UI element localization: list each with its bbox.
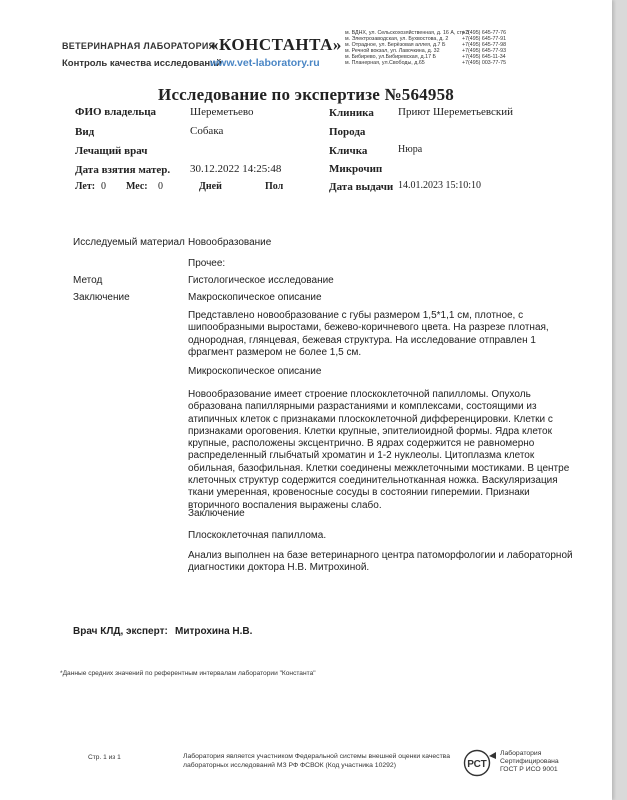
phone-line: +7(495) 645-77-93 bbox=[462, 48, 507, 55]
address-line: м. Планерная, ул.Свободы, д.65 bbox=[345, 60, 425, 67]
certification-text: Лаборатория Сертифицирована ГОСТ Р ИСО 9001 bbox=[500, 750, 559, 773]
breed-label: Порода bbox=[329, 126, 366, 138]
other-label: Прочее: bbox=[188, 258, 226, 269]
footnote: *Данные средних значений по референтным интервалам лаборатории "Константа" bbox=[60, 670, 316, 677]
method-value: Гистологическое исследование bbox=[188, 275, 334, 286]
lab-note: Анализ выполнен на базе ветеринарного центра патоморфологии и лабораторной диагностики доктора Н.В. Митрохиной. bbox=[188, 550, 573, 574]
owner-label: ФИО владельца bbox=[75, 106, 157, 118]
signature-name: Митрохина Н.В. bbox=[175, 626, 253, 637]
species-label: Вид bbox=[75, 126, 95, 138]
months-value: 0 bbox=[158, 181, 163, 192]
address-line: м. Электрозаводская, ул. Бухвостова, д. 2 bbox=[345, 36, 449, 43]
lab-title: ВЕТЕРИНАРНАЯ ЛАБОРАТОРИЯ bbox=[62, 41, 216, 51]
doctor-label: Лечащий врач bbox=[75, 145, 148, 157]
certification-logo-icon bbox=[462, 748, 498, 778]
participation-text: Лаборатория является участником Федеральной системы внешней оценки качества лабораторных исследований МЗ РФ ФСВОК (Код участника 10292) bbox=[183, 753, 450, 769]
cert-logo-text: РСТ bbox=[467, 759, 487, 770]
phone-line: +7(495) 645-77-76 bbox=[462, 30, 507, 36]
years-value: 0 bbox=[101, 181, 106, 192]
lab-subtitle: Контроль качества исследований bbox=[62, 58, 222, 69]
nickname-value: Нюра bbox=[398, 144, 423, 155]
owner-value: Шереметьево bbox=[190, 106, 254, 118]
issue-date-label: Дата выдачи bbox=[329, 181, 394, 193]
material-label: Исследуемый материал bbox=[73, 237, 185, 248]
macro-text: Представлено новообразование с губы размером 1,5*1,1 см, плотное, с шипообразными выростами, бежево-коричневого цвета. На разрезе плотная, однородная, глянцевая, бежевая структура. На исследование отправлен 1 фрагмент размером не более 1,5 см. bbox=[188, 310, 549, 358]
conclusion-label: Заключение bbox=[73, 292, 130, 303]
sex-label: Пол bbox=[265, 181, 284, 192]
nickname-label: Кличка bbox=[329, 145, 368, 157]
microchip-label: Микрочип bbox=[329, 163, 383, 175]
macro-title: Макроскопическое описание bbox=[188, 292, 322, 303]
date-taken-label: Дата взятия матер. bbox=[75, 164, 171, 176]
micro-title: Микроскопическое описание bbox=[188, 366, 322, 377]
lab-phones bbox=[462, 30, 542, 67]
micro-text: Новообразование имеет строение плоскоклеточной папилломы. Опухоль образована папиллярными разрастаниями и комплексами, состоящими из атипичных клеток с признаками плоскоклеточной дифференцировки. Клетки с признаками ороговения. Клетки крупные, эпителиоидной формы. Ядра клеток крупные, расположены эксцентрично. В ядрах содержится не равномерно распределенный глыбчатый хроматин и 1-2 нуклеолы. Цитоплазма клеток обильная, базофильная. Клетки соединены межклеточными мостиками. В центре клеточных структур содержится соединительнотканная ножка. Васкуляризация ткани умеренная, кровеносные сосуды в состоянии гиперемии. Признаки вторичного воспаления выражены слабо. bbox=[188, 389, 570, 511]
issue-date-value: 14.01.2023 15:10:10 bbox=[398, 180, 482, 191]
address-line: м. Отрадное, ул. Берёзовая аллея, д.7 Б bbox=[345, 42, 446, 49]
days-label: Дней bbox=[199, 181, 222, 192]
method-label: Метод bbox=[73, 275, 103, 286]
lab-name: «КОНСТАНТА» bbox=[210, 35, 342, 54]
species-value: Собака bbox=[190, 125, 224, 137]
signature-label: Врач КЛД, эксперт: bbox=[73, 626, 168, 637]
date-taken-value: 30.12.2022 14:25:48 bbox=[190, 163, 282, 175]
clinic-value: Приют Шереметьевский bbox=[398, 106, 514, 118]
months-label: Мес: bbox=[126, 181, 148, 192]
lab-website-link[interactable]: www.vet-laboratory.ru bbox=[210, 57, 320, 69]
address-line: м. Бибирево, ул.Бибиревская, д.17 Б bbox=[345, 54, 436, 61]
final-text: Плоскоклеточная папиллома. bbox=[188, 530, 327, 541]
address-line: м. Речной вокзал, ул. Лавочкина, д. 32 bbox=[345, 48, 440, 55]
phone-line: +7(495) 645-77-91 bbox=[462, 36, 507, 43]
material-value: Новообразование bbox=[188, 237, 272, 248]
clinic-label: Клиника bbox=[329, 107, 374, 119]
address-line: м. ВДНХ, ул. Сельскохозяйственная, д. 16 А, стр.3 bbox=[345, 30, 470, 36]
phone-line: +7(495) 003-77-75 bbox=[462, 60, 507, 67]
years-label: Лет: bbox=[75, 181, 96, 192]
final-title: Заключение bbox=[188, 508, 245, 519]
page-number: Стр. 1 из 1 bbox=[88, 754, 121, 761]
study-title: Исследование по экспертизе №564958 bbox=[158, 85, 454, 104]
phone-line: +7(495) 645-11-34 bbox=[462, 54, 506, 61]
phone-line: +7(495) 645-77-98 bbox=[462, 42, 507, 49]
